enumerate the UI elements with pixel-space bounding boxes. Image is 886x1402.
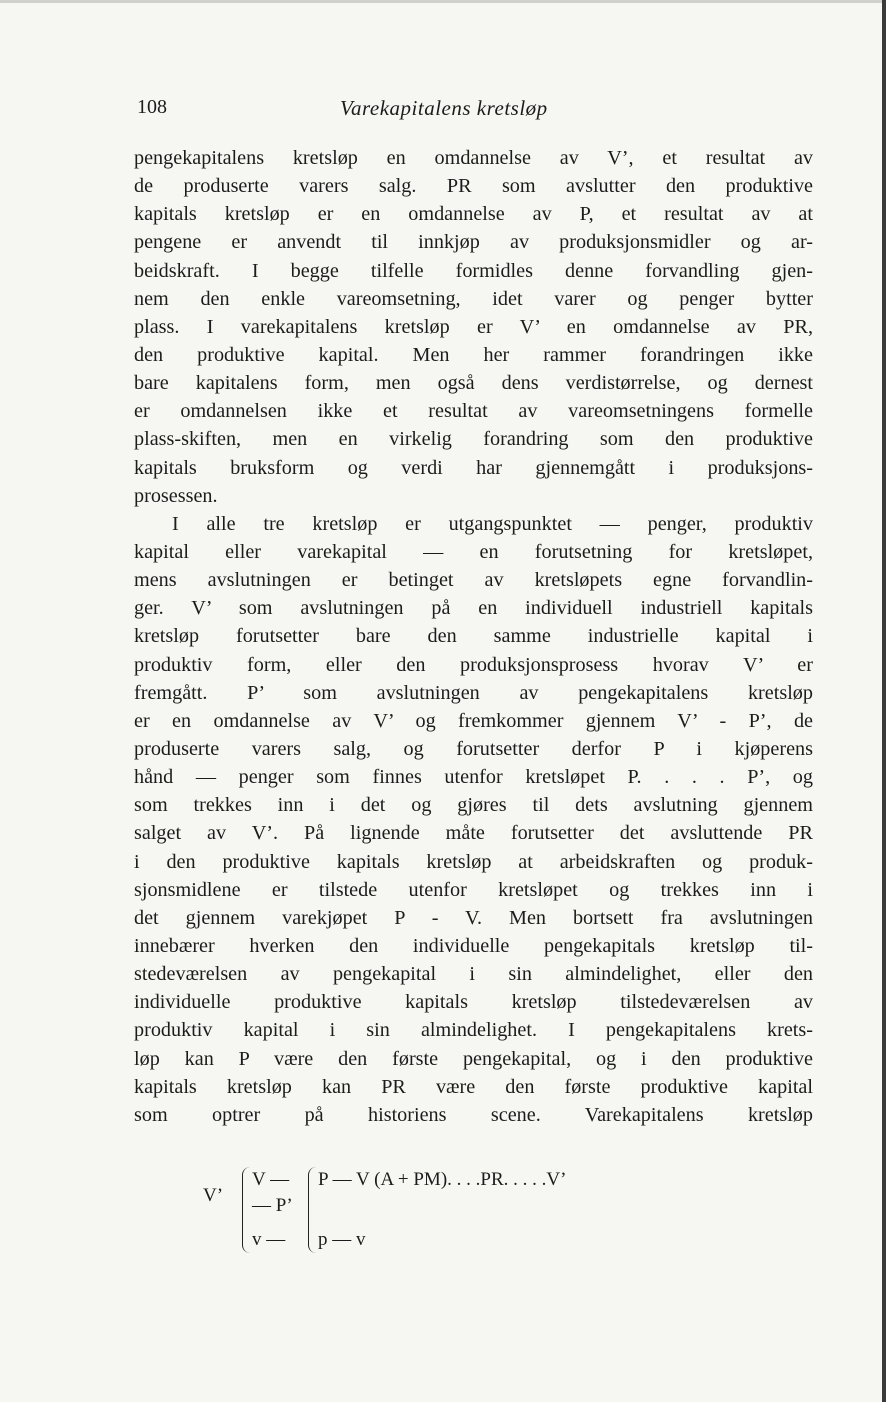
text-line: stedeværelsen av pengekapital i sin almindelighet, eller den — [134, 963, 813, 986]
text-line: kretsløp forutsetter bare den samme industrielle kapital i — [134, 625, 813, 648]
text-line: kapitals bruksform og verdi har gjennemgått i produksjons- — [134, 456, 813, 479]
formula-upper-left: V — — [252, 1169, 290, 1190]
text-line: innebærer hverken den individuelle pengekapitals kretsløp til- — [134, 934, 813, 957]
text-line: produktiv kapital i sin almindelighet. I pengekapitalens krets- — [134, 1019, 813, 1042]
text-line: produktiv form, eller den produksjonsprosess hvorav V’ er — [134, 653, 813, 676]
formula-mid-left: — P’ — [252, 1195, 293, 1216]
formula-lower-left: v — — [252, 1229, 286, 1250]
text-line: den produktive kapital. Men her rammer forandringen ikke — [134, 343, 813, 366]
text-line: fremgått. P’ som avslutningen av pengekapitalens kretsløp — [134, 681, 813, 704]
left-brace — [242, 1167, 251, 1253]
text-line: pengene er anvendt til innkjøp av produksjonsmidler og ar- — [134, 231, 813, 254]
text-line: sjonsmidlene er tilstede utenfor kretsløpet og trekkes inn i — [134, 878, 813, 901]
text-line: nem den enkle vareomsetning, idet varer og penger bytter — [134, 287, 813, 310]
right-brace — [308, 1167, 317, 1253]
text-line: er en omdannelse av V’ og fremkommer gjennem V’ - P’, de — [134, 709, 813, 732]
text-line: ger. V’ som avslutningen på en individuell industriell kapitals — [134, 597, 813, 620]
text-line: plass. I varekapitalens kretsløp er V’ en omdannelse av PR, — [134, 315, 813, 338]
text-line: som optrer på historiens scene. Varekapitalens kretsløp — [134, 1103, 813, 1126]
text-line: I alle tre kretsløp er utgangspunktet — penger, produktiv — [172, 512, 813, 535]
text-line: produserte varers salg, og forutsetter derfor P i kjøperens — [134, 737, 813, 760]
text-line: de produserte varers salg. PR som avslutter den produktive — [134, 175, 813, 198]
text-line: er omdannelsen ikke et resultat av vareomsetningens formelle — [134, 400, 813, 423]
running-title: Varekapitalens kretsløp — [340, 96, 548, 120]
body-text — [134, 144, 813, 1129]
text-line: kapital eller varekapital — en forutsetning for kretsløpet, — [134, 540, 813, 563]
formula-lower-right: p — v — [318, 1229, 366, 1250]
formula-upper-right: P — V (A + PM). . . .PR. . . . .V’ — [318, 1169, 567, 1190]
text-line: prosessen. — [134, 484, 218, 507]
formula-lead: V’ — [203, 1185, 224, 1206]
text-line: hånd — penger som finnes utenfor kretsløpet P. . . . P’, og — [134, 766, 813, 789]
text-line: salget av V’. På lignende måte forutsetter det avsluttende PR — [134, 822, 813, 845]
text-line: bare kapitalens form, men også dens verdistørrelse, og dernest — [134, 372, 813, 395]
text-line: mens avslutningen er betinget av kretsløpets egne forvandlin- — [134, 569, 813, 592]
text-line: beidskraft. I begge tilfelle formidles denne forvandling gjen- — [134, 259, 813, 282]
scan-edge-top — [0, 0, 886, 3]
text-line: kapitals kretsløp kan PR være den første produktive kapital — [134, 1075, 813, 1098]
text-line: kapitals kretsløp er en omdannelse av P, et resultat av at — [134, 203, 813, 226]
scan-edge-right — [882, 0, 886, 1402]
text-line: som trekkes inn i det og gjøres til dets avslutning gjennem — [134, 794, 813, 817]
circuit-formula — [200, 1165, 720, 1265]
text-line: det gjennem varekjøpet P - V. Men bortsett fra avslutningen — [134, 906, 813, 929]
text-line: pengekapitalens kretsløp en omdannelse av V’, et resultat av — [134, 147, 813, 169]
text-line: individuelle produktive kapitals kretsløp tilstedeværelsen av — [134, 991, 813, 1014]
text-line: løp kan P være den første pengekapital, og i den produktive — [134, 1047, 813, 1070]
text-line: plass-skiften, men en virkelig forandring som den produktive — [134, 428, 813, 451]
page-number: 108 — [137, 96, 167, 118]
text-line: i den produktive kapitals kretsløp at arbeidskraften og produk- — [134, 850, 813, 873]
